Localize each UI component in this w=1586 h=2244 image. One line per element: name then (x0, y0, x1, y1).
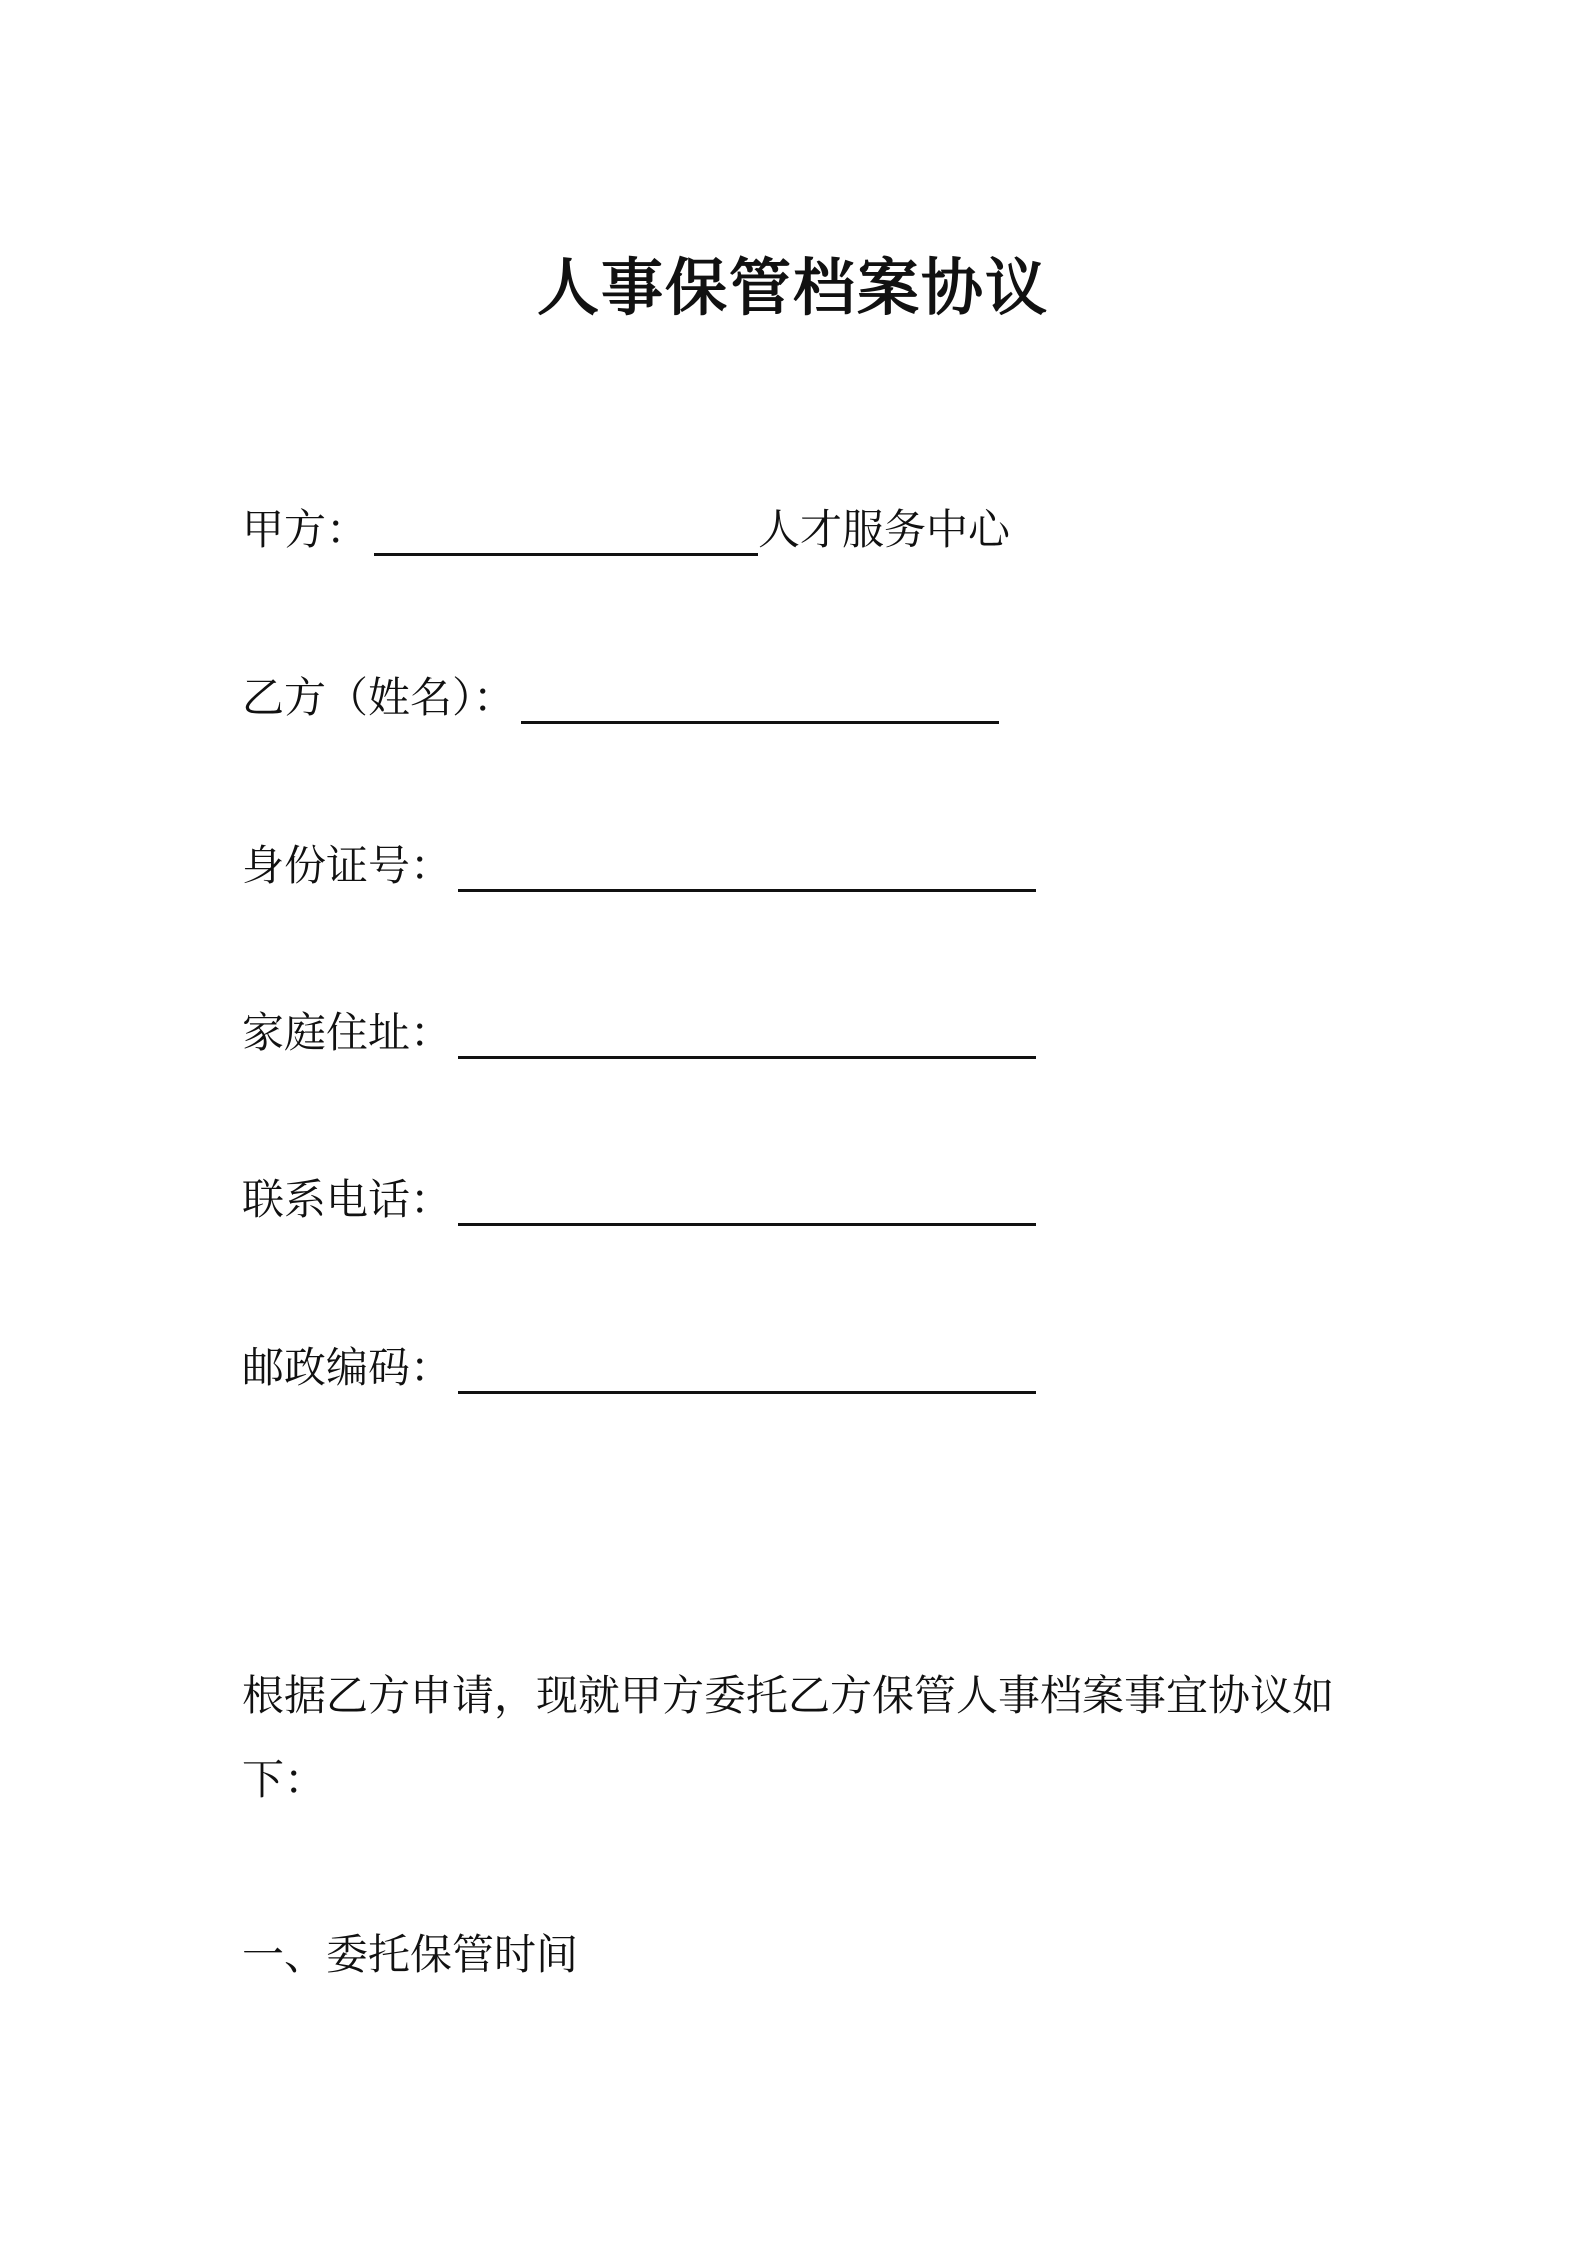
intro-paragraph: 根据乙方申请，现就甲方委托乙方保管人事档案事宜协议如下： (242, 1671, 1335, 1804)
party-a-label: 甲方： (242, 505, 369, 554)
postal-code-blank-line[interactable] (458, 1345, 1036, 1394)
home-address-label: 家庭住址： (242, 1008, 453, 1057)
document-title: 人事保管档案协议 (536, 251, 1049, 324)
phone-label: 联系电话： (242, 1175, 453, 1224)
party-b-name-blank-line[interactable] (521, 675, 999, 724)
id-number-blank-line[interactable] (458, 843, 1036, 892)
postal-code-label: 邮政编码： (242, 1343, 453, 1392)
postal-code-field (242, 1338, 1036, 1398)
home-address-blank-line[interactable] (458, 1010, 1036, 1059)
phone-field (242, 1170, 1036, 1230)
party-b-label: 乙方（姓名）： (242, 673, 516, 722)
id-number-field (242, 836, 1036, 896)
id-number-label: 身份证号： (242, 841, 453, 890)
party-b-field (242, 668, 999, 728)
party-a-blank-line[interactable] (374, 507, 758, 556)
home-address-field (242, 1003, 1036, 1063)
phone-blank-line[interactable] (458, 1177, 1036, 1226)
party-a-suffix: 人才服务中心 (758, 505, 1011, 554)
section-1-heading: 一、委托保管时间 (242, 1930, 579, 1979)
party-a-field (242, 500, 1010, 560)
